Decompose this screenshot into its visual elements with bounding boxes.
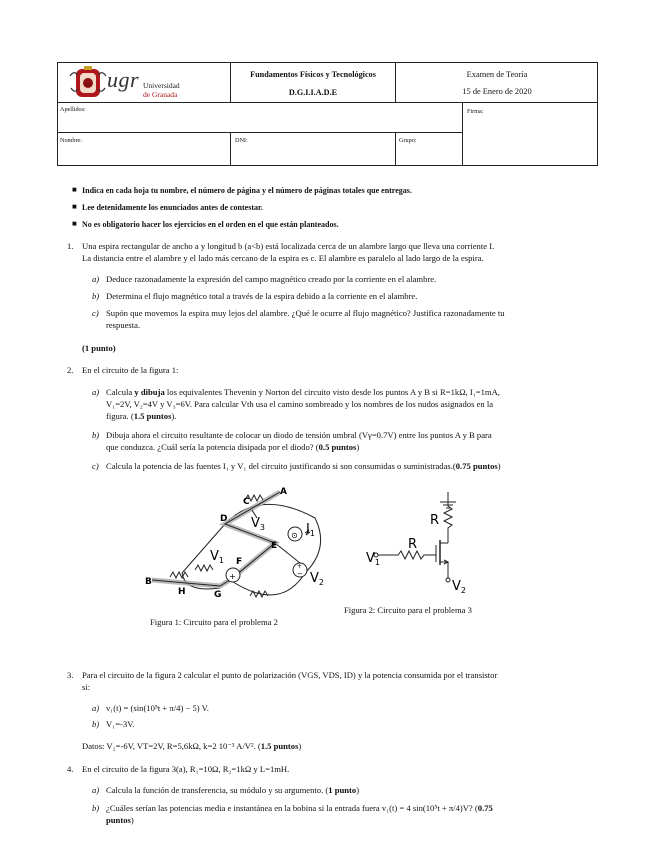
apellidos-field[interactable]: Apellidos: xyxy=(60,106,86,113)
v2-label: $V_2$ xyxy=(452,579,466,595)
problem2-item-a: figura. (1.5 puntos). xyxy=(106,411,177,421)
bullet-icon: ■ xyxy=(72,219,77,228)
problem2-item-c: Calcula la potencia de las fuentes I₁ y V₁ del circuito justificando si son consumidas o suministradas.(0.75 puntos) xyxy=(106,461,501,471)
problem1-item: respuesta. xyxy=(106,320,141,330)
node-label-a: A xyxy=(280,487,287,497)
course-code: D.G.I.I.A.D.E xyxy=(288,88,338,97)
v2-label: $V_2$ xyxy=(310,571,324,587)
svg-text:−: − xyxy=(297,570,303,578)
node-label-b: B xyxy=(145,577,152,587)
node-label-d: D xyxy=(220,514,228,524)
item-label: c) xyxy=(92,308,99,318)
figure2-circuit xyxy=(368,490,488,595)
problem1-statement: Una espira rectangular de ancho a y longitud b (a<b) está localizada cerca de un alambre largo que lleva una corriente I. xyxy=(82,241,495,251)
problem2-intro: En el circuito de la figura 1: xyxy=(82,365,179,375)
problem1-item: Deduce razonadamente la expresión del campo magnético creado por la corriente en el alambre. xyxy=(106,274,437,284)
problem-number: 4. xyxy=(67,764,74,774)
problem2-item-a: Calcula y dibuja los equivalentes Thevenin y Norton del circuito visto desde los puntos A y B si R=1kΩ, I₁=1mA, xyxy=(106,387,500,397)
item-label: a) xyxy=(92,785,100,795)
problem-number: 2. xyxy=(67,365,74,375)
item-label: b) xyxy=(92,719,100,729)
item-label: a) xyxy=(92,703,100,713)
exam-date: 15 de Enero de 2020 xyxy=(462,87,532,96)
problem1-item: Determina el flujo magnético total a través de la espira debido a la corriente en el alambre. xyxy=(106,291,418,301)
nombre-field[interactable]: Nombre: xyxy=(60,137,82,144)
r-gate-label: R xyxy=(408,537,418,552)
item-label: a) xyxy=(92,387,100,397)
problem2-item-b: que conduzca. ¿Cuál sería la potencia disipada por el diodo? (0.5 puntos) xyxy=(106,442,360,452)
figure1-caption: Figura 1: Circuito para el problema 2 xyxy=(150,617,278,627)
figure2-caption: Figura 2: Circuito para el problema 3 xyxy=(344,605,472,615)
problem3-item-a: v₁(t) = (sin(10⁵t + π/4) − 5) V. xyxy=(106,703,209,713)
header-divider xyxy=(462,102,463,166)
instruction-item: No es obligatorio hacer los ejercicios en el orden en el que están planteados. xyxy=(82,220,339,229)
i1-label: $I_1$ xyxy=(306,522,315,538)
svg-text:+: + xyxy=(297,563,303,570)
problem4-item-a: Calcula la función de transferencia, su módulo y su argumento. (1 punto) xyxy=(106,785,360,795)
node-label-f: F xyxy=(236,557,243,567)
problem4-item-b: ¿Cuáles serían las potencias media e instantánea en la bobina si la entrada fuera v₁(t) = 4 sin(10⁵t + π/4)V? (0.75 xyxy=(106,803,493,813)
node-label-h: H xyxy=(178,587,186,597)
instruction-item: Lee detenidamente los enunciados antes de contestar. xyxy=(82,203,263,212)
r-top-label: R xyxy=(430,513,440,528)
grupo-field[interactable]: Grupo: xyxy=(399,137,417,144)
problem2-item-a: V₁=2V, V₂=4V y V₃=6V. Para calcular Vth usa el camino sombreado y los nombres de los nudos asignados en la xyxy=(106,399,494,409)
problem1-statement: La distancia entre el alambre y el lado más cercano de la espira es c. El alambre es paralelo al lado largo de la espira. xyxy=(82,253,484,263)
dni-field[interactable]: DNI: xyxy=(235,137,248,144)
problem4-item-b: puntos) xyxy=(106,815,134,825)
svg-text:⊙: ⊙ xyxy=(291,531,298,540)
node-label-e: E xyxy=(271,541,278,551)
exam-title: Examen de Teoría xyxy=(466,70,528,79)
problem3-data: Datos: V₂=-6V, VT=2V, R=5,6kΩ, k=2 10⁻³ A/V². (1.5 puntos) xyxy=(82,741,302,751)
v1-label: $V_1$ xyxy=(366,551,380,567)
instruction-item: Indica en cada hoja tu nombre, el número de página y el número de páginas totales que entregas. xyxy=(82,186,412,195)
item-label: c) xyxy=(92,461,99,471)
problem-number: 3. xyxy=(67,670,74,680)
node-label-g: G xyxy=(214,590,222,600)
item-label: b) xyxy=(92,803,100,813)
problem-number: 1. xyxy=(67,241,74,251)
node-label-c: C xyxy=(243,497,250,507)
problem2-item-b: Dibuja ahora el circuito resultante de colocar un diodo de tensión umbral (Vγ=0.7V) entre los puntos A y B para xyxy=(106,430,492,440)
header-divider xyxy=(57,102,598,103)
ugr-logo: ugr xyxy=(107,67,140,92)
university-name: Universidad de Granada xyxy=(143,81,180,99)
problem1-item: Supón que movemos la espira muy lejos del alambre. ¿Qué le ocurre al flujo magnético? Justifica razonadamente tu xyxy=(106,308,505,318)
v3-label: $V_3$ xyxy=(251,516,265,532)
figure1-circuit xyxy=(140,478,340,613)
problem3-item-b: V₁=-3V. xyxy=(106,719,135,729)
course-title: Fundamentos Físicos y Tecnológicos xyxy=(250,70,376,79)
item-label: a) xyxy=(92,274,100,284)
header-divider xyxy=(57,132,462,133)
problem1-points: (1 punto) xyxy=(82,343,116,353)
item-label: b) xyxy=(92,430,100,440)
problem4-intro: En el circuito de la figura 3(a), R₁=10Ω, R₂=1kΩ y L=1mH. xyxy=(82,764,290,774)
bullet-icon: ■ xyxy=(72,202,77,211)
header-divider xyxy=(230,132,231,166)
bullet-icon: ■ xyxy=(72,185,77,194)
problem3-statement: si: xyxy=(82,682,91,692)
item-label: b) xyxy=(92,291,100,301)
header-divider xyxy=(395,62,396,102)
header-divider xyxy=(395,132,396,166)
header-divider xyxy=(230,62,231,102)
problem3-statement: Para el circuito de la figura 2 calcular el punto de polarización (VGS, VDS, ID) y la potencia consumida por el transistor xyxy=(82,670,498,680)
university-crest-icon xyxy=(68,66,108,100)
firma-field[interactable]: Firma: xyxy=(467,108,484,115)
v1-label: $V_1$ xyxy=(210,549,224,565)
svg-text:+: + xyxy=(229,572,236,581)
